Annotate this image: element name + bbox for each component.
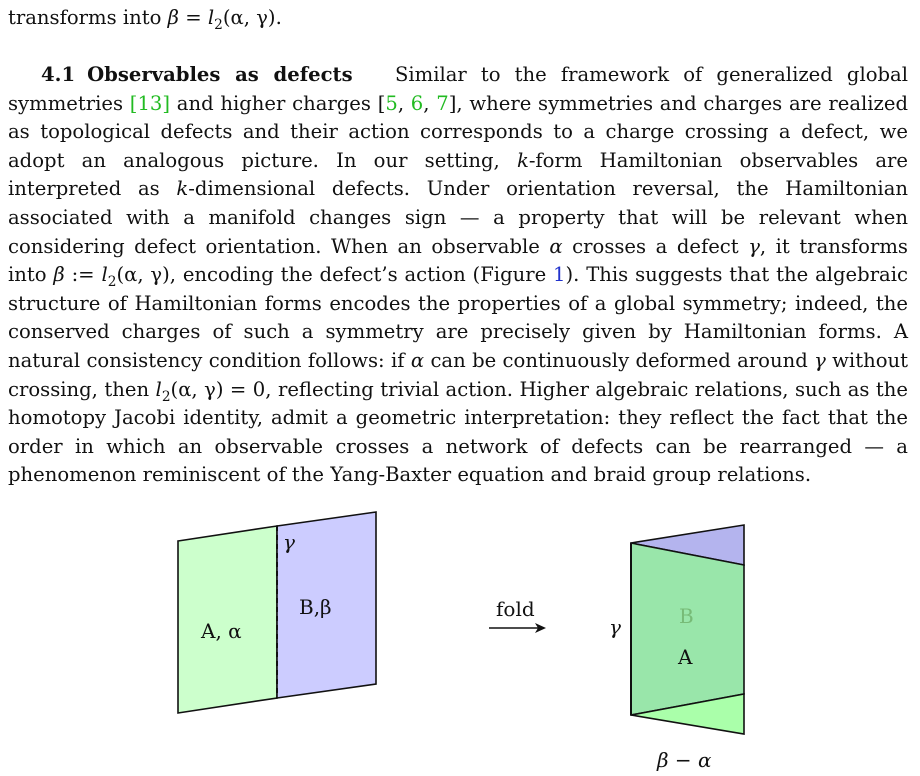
figure-ref-link[interactable]: 1 xyxy=(553,263,566,287)
previous-paragraph-tail: transforms into $\beta = l_2(\alpha$, γ). xyxy=(8,6,282,33)
section-paragraph: 4.1 Observables as defects Similar to the framework of generalized global symmetries [13] and higher charges [5, 6, 7], where symmetries and charges are realized as topological defects and their action corresponds to a charge crossing a defect, we adopt an analogous picture. In our setting, k-form Hamiltonian observables are interpreted as k-dimensional defects. Under orientation reversal, the Hamiltonian associated with a manifold changes sign — a property that will be relevant when considering defect orientation. When an observable α crosses a defect γ, it transforms into β := $l_2(\alpha$, γ), encoding the defect’s action (Figure 1). This suggests that the algebraic structure of Hamiltonian forms encodes the properties of a global symmetry; indeed, the conserved charges of such a symmetry are precisely given by Hamiltonian forms. A natural consistency condition follows: if α can be continuously deformed around γ without crossing, then $l_2(\alpha$, γ) = 0, reflecting trivial action. Higher algebraic relations, such as the homotopy Jacobi identity, admit a geometric interpretation: they reflect the fact that the order in which an observable crosses a network of defects can be rearranged — a phenomenon reminiscent of the Yang-Baxter equation and braid group relations. xyxy=(8,63,909,487)
citation-link[interactable]: 5 xyxy=(385,91,398,115)
region-a-label: A, α xyxy=(201,619,242,643)
section-heading: 4.1 Observables as defects xyxy=(41,63,353,86)
folded-defect-label: γ xyxy=(609,615,621,639)
fold-label: fold xyxy=(496,597,535,621)
region-b-label: B,β xyxy=(299,595,332,619)
folded-back-label: B xyxy=(679,604,694,628)
citation-link[interactable]: 6 xyxy=(410,91,424,115)
defect-label: γ xyxy=(283,530,295,554)
bottom-label: β − α xyxy=(657,748,712,772)
citation-link[interactable]: [13] xyxy=(129,91,171,115)
citation-link[interactable]: 7 xyxy=(436,91,449,115)
folded-front-label: A xyxy=(678,645,693,669)
folded-front-sheet xyxy=(631,543,744,715)
